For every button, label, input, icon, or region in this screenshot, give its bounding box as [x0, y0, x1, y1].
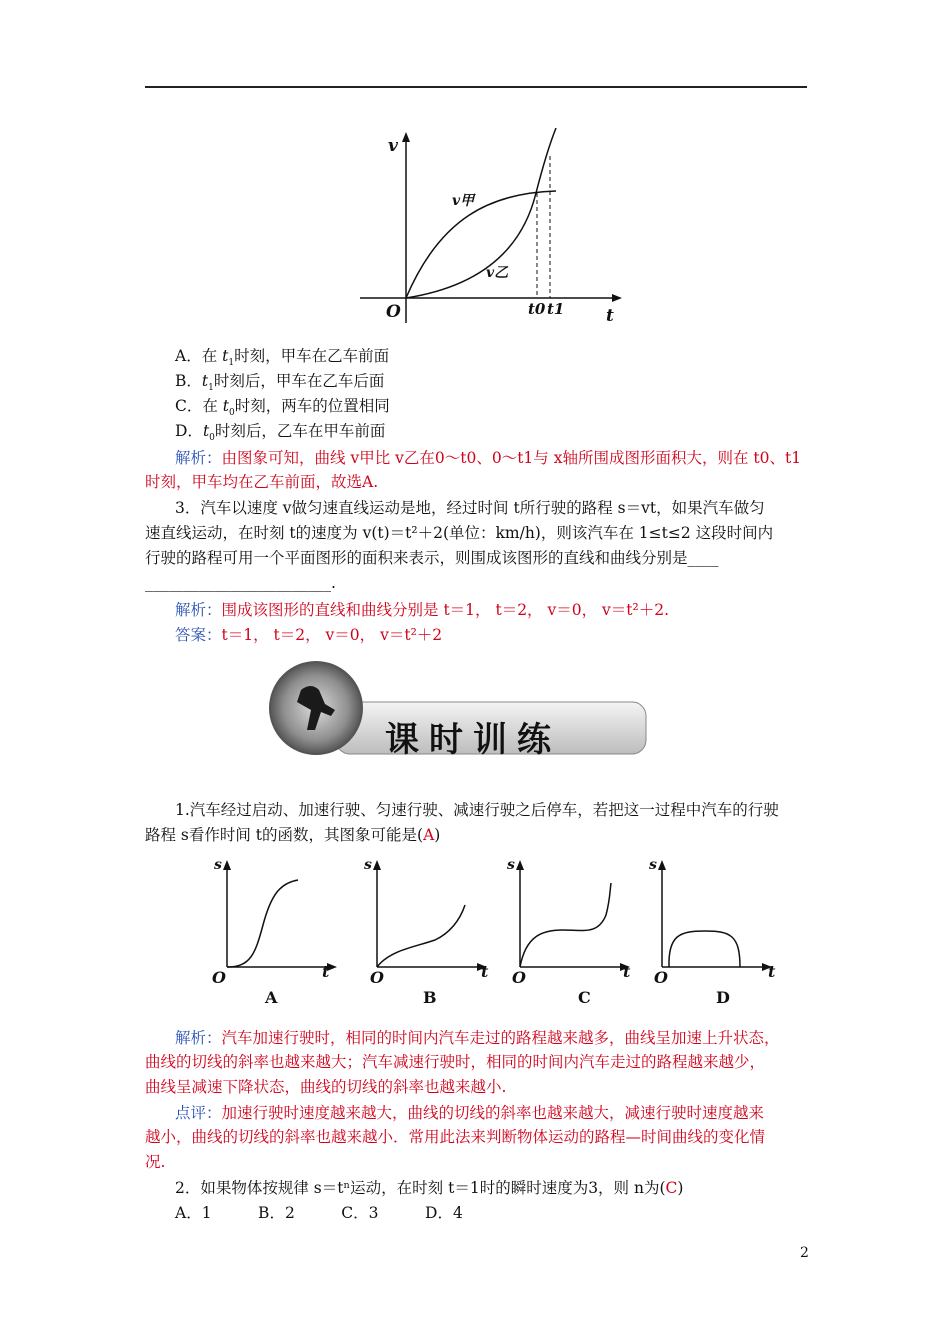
graph-b-label: B — [423, 988, 437, 1007]
graph-d-t: t — [768, 962, 776, 981]
graph-c-origin: O — [512, 968, 526, 987]
curve-jia — [406, 191, 556, 298]
graph-d-s: s — [649, 857, 657, 873]
q2-analysis-line1: 解析：由图象可知，曲线 v甲比 v乙在0～t0、0～t1与 x轴所围成图形面积大，则在 t0、t1 — [175, 449, 802, 467]
page-number: 2 — [800, 1245, 809, 1261]
option-c: C．在 $t_0$时刻，两车的位置相同 — [175, 397, 390, 419]
graph-b-origin: O — [370, 968, 384, 987]
p2-options: A．1 B．2 C．3 D．4 — [175, 1204, 463, 1222]
banner-text: 课时训练 — [385, 720, 561, 760]
graph-c-s: s — [507, 857, 515, 873]
q3-line4: ________________________. — [145, 574, 336, 592]
p1-comment-line1: 点评：加速行驶时速度越来越大，曲线的切线的斜率也越来越大，减速行驶时速度越来 — [175, 1104, 765, 1122]
option-b: B．$t_1$时刻后，甲车在乙车后面 — [175, 372, 385, 394]
graph-c-label: C — [578, 988, 591, 1007]
t0-label: t0 — [528, 300, 546, 318]
p1-line1: 1.汽车经过启动、加速行驶、匀速行驶、减速行驶之后停车，若把这一过程中汽车的行驶 — [175, 801, 779, 819]
p1-analysis-line1: 解析：汽车加速行驶时，相同的时间内汽车走过的路程越来越多，曲线呈加速上升状态， — [175, 1029, 780, 1047]
t1-label: t1 — [547, 300, 565, 318]
graph-a — [205, 855, 345, 1005]
graph-a-s: s — [214, 857, 222, 873]
graph-d-label: D — [716, 988, 730, 1007]
graph-b-s: s — [364, 857, 372, 873]
p1-comment-line2: 越小，曲线的切线的斜率也越来越小．常用此法来判断物体运动的路程—时间曲线的变化情 — [145, 1128, 766, 1146]
t-axis-label: t — [606, 306, 614, 326]
q3-line1: 3．汽车以速度 v做匀速直线运动是地，经过时间 t所行驶的路程 s＝vt，如果汽车做匀 — [175, 499, 765, 517]
option-a: A．在 $t_1$时刻，甲车在乙车前面 — [175, 347, 390, 369]
graph-d-origin: O — [654, 968, 668, 987]
q3-line2: 速直线运动，在时刻 t的速度为 v(t)＝t²＋2(单位：km/h)，则该汽车在 1≤t≤2 这段时间内 — [145, 524, 774, 542]
velocity-time-figure — [360, 128, 630, 328]
curve-yi-label: v乙 — [486, 265, 509, 281]
curve-yi — [406, 128, 556, 298]
q3-line3: 行驶的路程可用一个平面图形的面积来表示，则围成该图形的直线和曲线分别是____ — [145, 549, 719, 567]
graph-a-origin: O — [212, 968, 226, 987]
curve-jia-label: v甲 — [452, 193, 475, 209]
p1-analysis-line3: 曲线呈减速下降状态，曲线的切线的斜率也越来越小. — [145, 1078, 507, 1096]
p1-comment-line3: 况. — [145, 1153, 166, 1171]
graph-a-t: t — [322, 962, 330, 981]
p2-line1: 2．如果物体按规律 s＝tⁿ运动，在时刻 t＝1时的瞬时速度为3，则 n为(C) — [175, 1179, 684, 1197]
graph-b-t: t — [481, 962, 489, 981]
header-rule — [145, 86, 807, 88]
graph-c-t: t — [623, 962, 631, 981]
option-d: D．$t_0$时刻后，乙车在甲车前面 — [175, 422, 386, 444]
origin-label: O — [386, 302, 401, 322]
p1-line2: 路程 s看作时间 t的函数，其图象可能是(A) — [145, 826, 441, 844]
t-axis-arrow — [612, 294, 622, 302]
q2-analysis-line2: 时刻，甲车均在乙车前面，故选A. — [145, 473, 379, 491]
graph-a-label: A — [265, 988, 278, 1007]
v-axis-label: v — [388, 136, 398, 156]
p1-analysis-line2: 曲线的切线的斜率也越来越大；汽车减速行驶时，相同的时间内汽车走过的路程越来越少， — [145, 1053, 766, 1071]
v-axis-arrow — [402, 132, 410, 142]
q3-analysis: 解析：围成该图形的直线和曲线分别是 t＝1， t＝2， v＝0， v＝t²＋2. — [175, 601, 670, 619]
q3-answer: 答案：t＝1， t＝2， v＝0， v＝t²＋2 — [175, 626, 443, 644]
